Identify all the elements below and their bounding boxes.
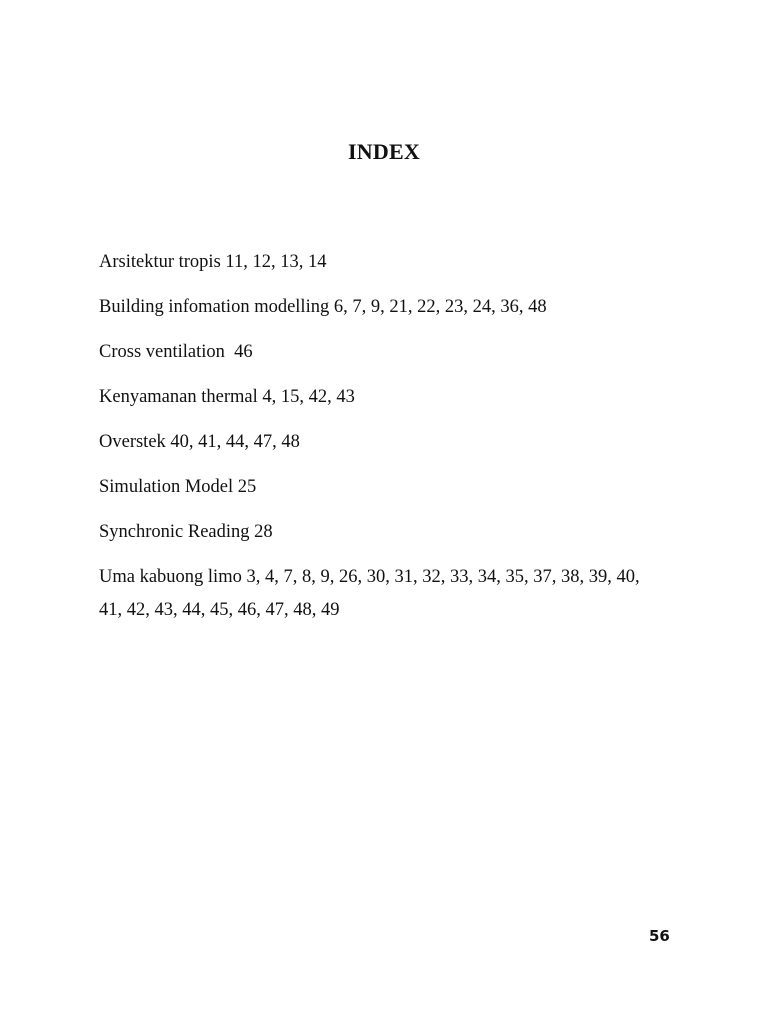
index-list <box>99 246 679 639</box>
index-entry: Overstek 40, 41, 44, 47, 48 <box>99 432 300 452</box>
index-entry: Simulation Model 25 <box>99 477 257 497</box>
index-entry: Synchronic Reading 28 <box>99 522 273 542</box>
index-entry: Cross ventilation 46 <box>99 342 253 362</box>
index-entry: Kenyamanan thermal 4, 15, 42, 43 <box>99 387 355 407</box>
index-entry: Arsitektur tropis 11, 12, 13, 14 <box>99 252 327 272</box>
index-entry: Uma kabuong limo 3, 4, 7, 8, 9, 26, 30, 31, 32, 33, 34, 35, 37, 38, 39, 40, 41, 42, 43, 44, 45, 46, 47, 48, 49 <box>99 567 640 620</box>
index-entry: Building infomation modelling 6, 7, 9, 21, 22, 23, 24, 36, 48 <box>99 297 547 317</box>
page-number: 56 <box>649 927 670 945</box>
page-title: INDEX <box>348 139 420 164</box>
